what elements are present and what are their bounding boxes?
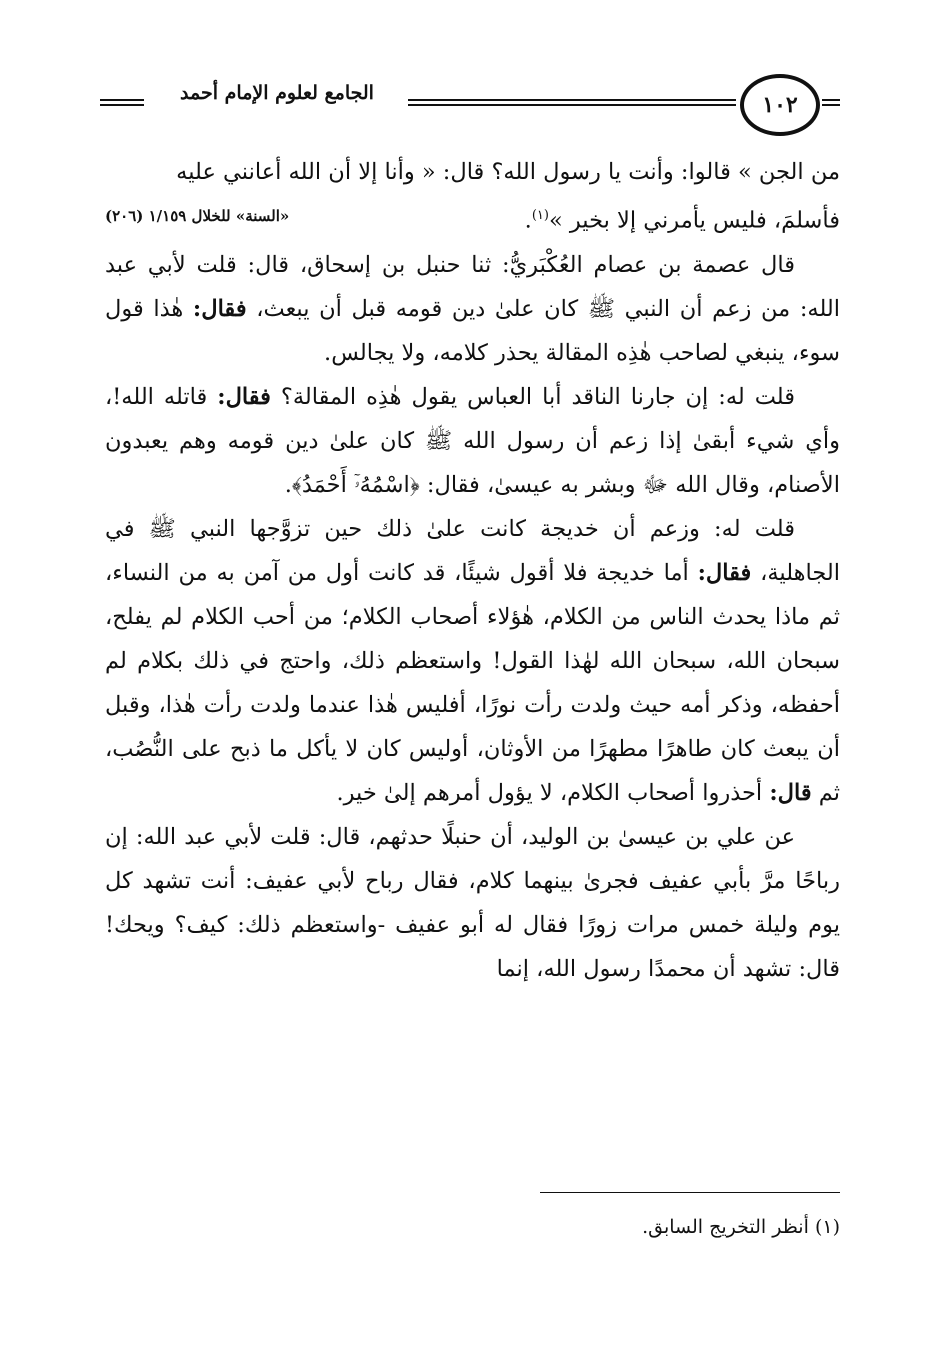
p2-bold: فقال: (192, 295, 247, 322)
p3-text-b: قاتله الله!، وأي شيء أبقىٰ إذا زعم أن رسول الله ﷺ كان علىٰ دين قومه وهم يعبدون الأصنام، وقال الله ﷻ وبشر به عيسىٰ، فقال: ﴿اسْمُهُۥٓ أَحْمَدُ﴾. (105, 383, 840, 498)
paragraph-5 (105, 815, 840, 991)
main-text (105, 150, 840, 991)
footnote (105, 1212, 840, 1242)
footnote-ref: (١) (531, 208, 549, 223)
paragraph-3 (105, 375, 840, 507)
p4-bold-2: قال: (769, 779, 812, 806)
p2-text-a: قال عصمة بن عصام العُكْبَريُّ: ثنا حنبل بن إسحاق، قال: قلت لأبي عبد الله: من زعم أن النبي ﷺ كان علىٰ دين قومه قبل أن يبعث، (105, 251, 841, 322)
page-number: ١٠٢ (762, 92, 798, 118)
page-header (100, 70, 840, 140)
p1-line2: فأسلمَ، فليس يأمرني إلا بخير » (548, 207, 840, 234)
p4-text-a: قلت له: وزعم أن خديجة كانت علىٰ ذلك حين تزوَّجها النبي ﷺ في الجاهلية، (105, 515, 841, 586)
page-number-badge (740, 74, 820, 136)
footnote-number: (١) (814, 1216, 840, 1238)
p4-text-b: أما خديجة فلا أقول شيئًا، قد كانت أول من آمن به من النساء، ثم ماذا يحدث الناس من الكلام، هٰؤلاء أصحاب الكلام؛ من أحب الكلام لم يفلح، سبحان الله، سبحان الله لهٰذا القول! واستعظم ذلك، واحتج في ذلك بكلام لم أحفظه، وذكر أمه حيث ولدت رأت نورًا، أفليس هٰذا عندما ولدت رأت هٰذا، وقبل أن يبعث كان طاهرًا مطهرًا من الأوثان، أوليس كان لا يأكل ما ذبح على النُّصُب، ثم (105, 559, 840, 806)
footnote-text: أنظر التخريج السابق. (642, 1216, 809, 1238)
p5-text: عن علي بن عيسىٰ بن الوليد، أن حنبلًا حدثهم، قال: قلت لأبي عبد الله: إن رباحًا مرَّ بأبي عفيف فجرىٰ بينهما كلام، فقال رباح لأبي عفيف: أنت تشهد كل يوم وليلة خمس مرات زورًا فقال له أبو عفيف -واستعظم ذلك: كيف؟ ويحك! قال: تشهد أن محمدًا رسول الله، إنما (105, 823, 840, 982)
p3-text-a: قلت له: إن جارنا الناقد أبا العباس يقول هٰذِه المقالة؟ (280, 383, 796, 410)
paragraph-2 (105, 243, 840, 375)
p4-bold: فقال: (697, 559, 752, 586)
header-rule-right (822, 99, 840, 106)
p4-text-c: أحذروا أصحاب الكلام، لا يؤول أمرهم إلىٰ خير. (336, 779, 763, 806)
paragraph-1: من الجن » قالوا: وأنت يا رسول الله؟ قال: « وأنا إلا أن الله أعانني عليه فأسلمَ، فليس يأمرني إلا بخير »$^{(١)}$. «السنة» للخلال ١/١٥٩ (٢٠٦) (105, 150, 840, 243)
p3-bold: فقال: (217, 383, 271, 410)
header-rule-left (100, 99, 144, 106)
p2-text-b: هٰذا قول سوء، ينبغي لصاحب هٰذِه المقالة يحذر كلامه، ولا يجالس. (105, 295, 840, 366)
paragraph-4 (105, 507, 840, 815)
footnote-separator (540, 1192, 840, 1193)
running-title: الجامع لعلوم الإمام أحمد (180, 82, 374, 104)
p1-line1: من الجن » قالوا: وأنت يا رسول الله؟ قال: « وأنا إلا أن الله أعانني عليه (176, 159, 840, 185)
citation: «السنة» للخلال ١/١٥٩ (٢٠٦) (105, 207, 290, 225)
header-rule-middle (408, 99, 736, 106)
